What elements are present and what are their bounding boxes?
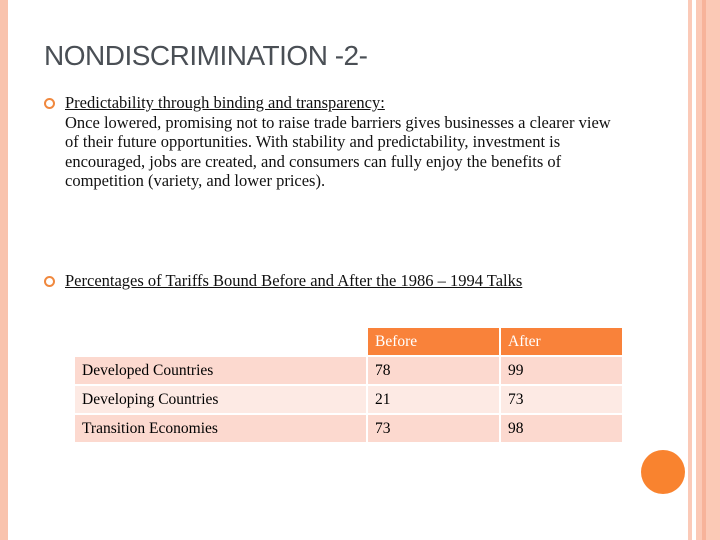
cell: 98 xyxy=(499,415,622,442)
bullet-1-body: Once lowered, promising not to raise trade barriers gives businesses a clearer view of their future opportunities. With stability and predictability, investment is encouraged, jobs are created, and consumers can fully enjoy the benefits of competition (variety, and lower prices). xyxy=(65,112,611,190)
decorative-circle xyxy=(641,450,685,494)
slide-title: NONDISCRIMINATION -2- xyxy=(44,40,368,71)
cell: 21 xyxy=(366,386,499,413)
table-row xyxy=(75,357,622,384)
bullet-icon xyxy=(44,98,55,109)
right-border xyxy=(696,0,720,540)
cell: 73 xyxy=(499,386,622,413)
table-row xyxy=(75,415,622,442)
cell: Developing Countries xyxy=(75,386,366,413)
tariff-table xyxy=(75,326,622,444)
bullet-1-heading: Predictability through binding and transparency: xyxy=(65,93,385,112)
right-stripe xyxy=(688,0,692,540)
cell: 73 xyxy=(366,415,499,442)
cell: 78 xyxy=(366,357,499,384)
header-cell-before: Before xyxy=(366,328,499,355)
cell: Developed Countries xyxy=(75,357,366,384)
cell: 99 xyxy=(499,357,622,384)
table-row xyxy=(75,386,622,413)
right-stripe-dark xyxy=(702,0,706,540)
bullet-1 xyxy=(65,93,625,191)
header-cell xyxy=(75,328,366,355)
table-header-row xyxy=(75,328,622,355)
left-border xyxy=(0,0,8,540)
bullet-icon xyxy=(44,276,55,287)
cell: Transition Economies xyxy=(75,415,366,442)
header-cell-after: After xyxy=(499,328,622,355)
bullet-2-heading: Percentages of Tariffs Bound Before and After the 1986 – 1994 Talks xyxy=(65,271,523,290)
